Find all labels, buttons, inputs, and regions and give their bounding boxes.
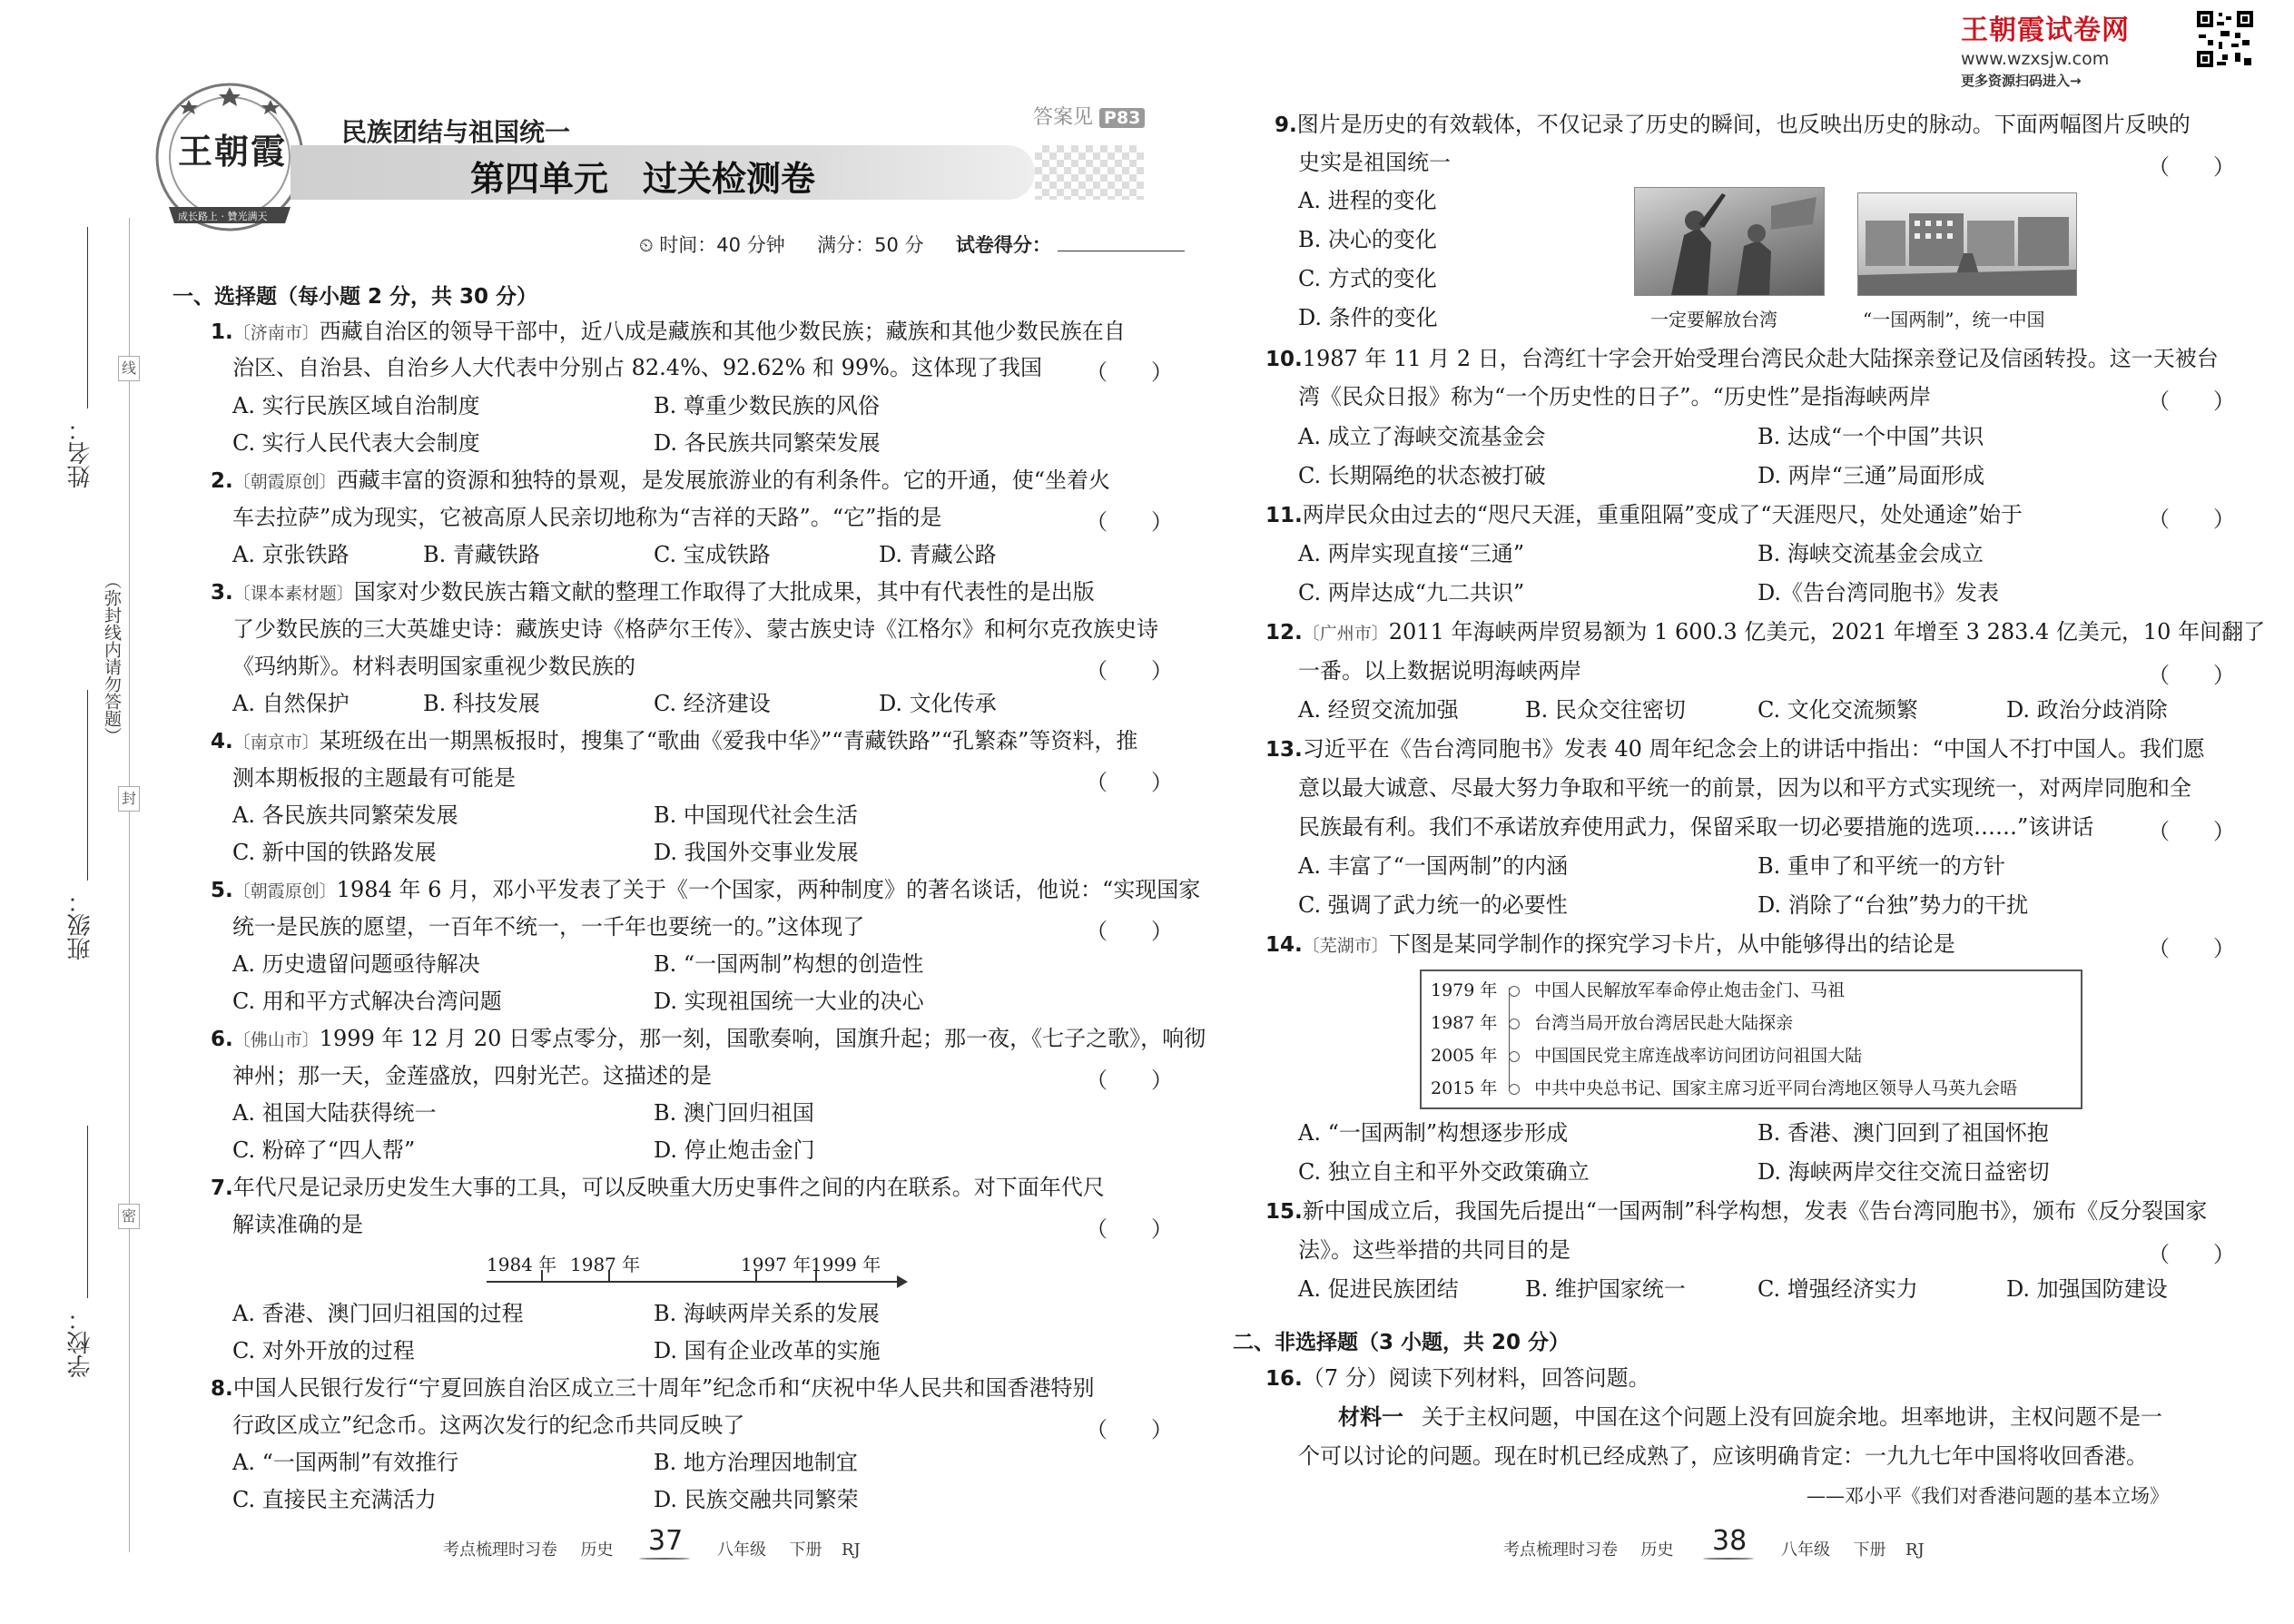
q10-option-d[interactable]: D. 两岸“三通”局面形成: [1757, 463, 1985, 488]
q8-answer-blank[interactable]: （ ）: [1086, 1417, 1173, 1442]
q1-tag: 〔济南市〕: [232, 323, 320, 343]
q10-line1: 10.1987 年 11 月 2 日，台湾红十字会开始受理台湾民众赴大陆探亲登记及信函转投。这一天被台: [1265, 346, 2219, 371]
q5-line1: 5.〔朝霞原创〕1984 年 6 月，邓小平发表了关于《一个国家，两种制度》的著名谈话，他说：“实现国家: [211, 877, 1201, 902]
q3-line1: 3.〔课本素材题〕国家对少数民族古籍文献的整理工作取得了大批成果，其中有代表性的是出版: [211, 579, 1095, 605]
q14-study-card: [1420, 969, 2082, 1109]
card-row: [1431, 1042, 2066, 1069]
q5-option-d[interactable]: D. 实现祖国统一大业的决心: [654, 989, 924, 1014]
q4-answer-blank[interactable]: （ ）: [1086, 770, 1173, 795]
exam-meta: [639, 231, 1185, 258]
q14-option-b[interactable]: B. 香港、澳门回到了祖国怀抱: [1757, 1120, 2049, 1146]
q2-line2: 车去拉萨”成为现实，它被高原人民亲切地称为“吉祥的天路”。“它”指的是: [232, 505, 942, 530]
q7-option-b[interactable]: B. 海峡两岸关系的发展: [654, 1301, 880, 1326]
q12-answer-blank[interactable]: （ ）: [2148, 663, 2235, 688]
q14-option-a[interactable]: A. “一国两制”构想逐步形成: [1298, 1120, 1569, 1146]
q13-line3: 民族最有利。我们不承诺放弃使用武力，保留采取一切必要措施的选项……”该讲话: [1298, 814, 2094, 840]
q1-line1: 1.〔济南市〕西藏自治区的领导干部中，近八成是藏族和其他少数民族；藏族和其他少数民族在自: [211, 319, 1126, 344]
q6-line2: 神州；那一天，金莲盛放，四射光芒。这描述的是: [232, 1063, 712, 1088]
page-number-underline: [639, 1558, 690, 1560]
q10-option-b[interactable]: B. 达成“一个中国”共识: [1757, 424, 1984, 449]
name-blank[interactable]: [87, 227, 88, 408]
q13-option-a[interactable]: A. 丰富了“一国两制”的内涵: [1298, 853, 1569, 879]
q13-line2: 意以最大诚意、尽最大努力争取和平统一的前景，因为以和平方式实现统一，对两岸同胞和全: [1298, 775, 2191, 801]
timeline-label: 1984 年: [487, 1254, 557, 1275]
q6-answer-blank[interactable]: （ ）: [1086, 1068, 1173, 1093]
q7-line2: 解读准确的是: [232, 1212, 363, 1237]
brand-logo: [1961, 7, 2188, 90]
q2-option-b[interactable]: B. 青藏铁路: [423, 542, 540, 567]
q3-option-a[interactable]: A. 自然保护: [232, 691, 350, 716]
material-label: 材料一: [1338, 1404, 1403, 1430]
q12-option-d[interactable]: D. 政治分歧消除: [2006, 697, 2168, 723]
q15-option-d[interactable]: D. 加强国防建设: [2006, 1276, 2168, 1302]
q7-answer-blank[interactable]: （ ）: [1086, 1216, 1173, 1242]
q1-num: 1.: [211, 320, 233, 344]
name-label: 姓名：: [67, 418, 94, 488]
q2-option-a[interactable]: A. 京张铁路: [232, 542, 350, 567]
qr-code[interactable]: [2195, 9, 2255, 69]
q15-line1: 15.新中国成立后，我国先后提出“一国两制”科学构想，发表《告台湾同胞书》，颁布《反分裂国家: [1265, 1198, 2208, 1224]
card-year: 2005 年: [1431, 1046, 1498, 1066]
binding-note: （弥封线内请勿答题）: [102, 572, 122, 744]
q10-line2: 湾《民众日报》称为“一个历史性的日子”。“历史性”是指海峡两岸: [1298, 384, 1932, 409]
q8-option-d[interactable]: D. 民族交融共同繁荣: [654, 1487, 859, 1512]
section-nonchoice: 二、非选择题（3 小题，共 20 分）: [1233, 1331, 1570, 1354]
q10-option-c[interactable]: C. 长期隔绝的状态被打破: [1298, 463, 1546, 488]
card-row: [1431, 1009, 2066, 1037]
q8-line2: 行政区成立”纪念币。这两次发行的纪念币共同反映了: [232, 1412, 745, 1438]
answer-page-badge: P83: [1099, 108, 1145, 128]
q14-option-d[interactable]: D. 海峡两岸交往交流日益密切: [1757, 1159, 2050, 1185]
q16-intro: 16.（7 分）阅读下列材料，回答问题。: [1265, 1365, 1650, 1391]
class-blank[interactable]: [87, 690, 88, 881]
q5-answer-blank[interactable]: （ ）: [1086, 919, 1173, 944]
score-label: 满分：50 分: [817, 234, 924, 256]
q15-answer-blank[interactable]: （ ）: [2148, 1242, 2235, 1267]
q7-option-c[interactable]: C. 对外开放的过程: [232, 1338, 415, 1363]
time-label: 时间：40 分钟: [659, 234, 785, 256]
site-url: www.wzxsjw.com: [1961, 49, 2110, 69]
q2-option-c[interactable]: C. 宝成铁路: [654, 542, 771, 567]
page-number-left: 37: [648, 1525, 684, 1557]
q11-line1: 11.两岸民众由过去的“咫尺天涯，重重阻隔”变成了“天涯咫尺，处处通途”始于: [1265, 502, 2023, 527]
logo-sub: 成长路上 · 贊光满天: [178, 211, 268, 222]
scan-hint: 更多资源扫码进入→: [1961, 73, 2082, 89]
q16-material-line1: 材料一 关于主权问题，中国在这个问题上没有回旋余地。坦率地讲，主权问题不是一: [1338, 1404, 2162, 1430]
school-blank[interactable]: [87, 1126, 88, 1298]
paper-score-label: 试卷得分：: [955, 234, 1051, 256]
q3-option-d[interactable]: D. 文化传承: [879, 691, 997, 716]
q11-answer-blank[interactable]: （ ）: [2148, 507, 2235, 532]
q7-line1: 7.年代尺是记录历史发生大事的工具，可以反映重大历史事件之间的内在联系。对下面年代尺: [211, 1175, 1105, 1200]
q13-option-b[interactable]: B. 重申了和平统一的方针: [1757, 853, 2005, 879]
banner-checker: [1035, 145, 1144, 200]
q9-option-c[interactable]: C. 方式的变化: [1298, 266, 1437, 291]
q6-line1: 6.〔佛山市〕1999 年 12 月 20 日零点零分，那一刻，国歌奏响，国旗升起；那一夜，《七子之歌》，响彻: [211, 1026, 1206, 1051]
q1-option-b[interactable]: B. 尊重少数民族的风俗: [654, 393, 880, 418]
answer-ref-text: 答案见: [1033, 106, 1094, 129]
card-dot-icon: [1509, 1019, 1520, 1029]
q2-option-d[interactable]: D. 青藏公路: [879, 542, 997, 567]
q7-option-d[interactable]: D. 国有企业改革的实施: [654, 1338, 881, 1363]
q12-line2: 一番。以上数据说明海峡两岸: [1298, 658, 1581, 684]
q12-line1: 12.〔广州市〕2011 年海峡两岸贸易额为 1 600.3 亿美元，2021 年增至 3 283.4 亿美元，10 年间翻了: [1265, 619, 2266, 645]
logo-text: 王朝霞: [178, 131, 288, 172]
q9-caption-1: 一定要解放台湾: [1650, 309, 1777, 330]
q13-option-d[interactable]: D. 消除了“台独”势力的干扰: [1757, 892, 2029, 918]
card-event: 中共中央总书记、国家主席习近平同台湾地区领导人马英九会晤: [1534, 1078, 2018, 1098]
q9-option-d[interactable]: D. 条件的变化: [1298, 305, 1438, 330]
answer-ref: [1033, 102, 1145, 130]
q4-option-c[interactable]: C. 新中国的铁路发展: [232, 840, 437, 865]
q5-option-c[interactable]: C. 用和平方式解决台湾问题: [232, 989, 502, 1014]
q6-option-b[interactable]: B. 澳门回归祖国: [654, 1100, 814, 1126]
q9-photo-one-country-two-systems: [1857, 192, 2077, 296]
q9-line1: 9.图片是历史的有效载体，不仅记录了历史的瞬间，也反映出历史的脉动。下面两幅图片反映的: [1275, 112, 2191, 137]
q9-line2: 史实是祖国统一: [1298, 150, 1451, 175]
unit-subject: 民族团结与祖国统一: [341, 117, 571, 147]
section-choice: 一、选择题（每小题 2 分，共 30 分）: [172, 285, 538, 309]
q1-option-c[interactable]: C. 实行人民代表大会制度: [232, 430, 480, 456]
q16-source: ——邓小平《我们对香港问题的基本立场》: [1807, 1485, 2169, 1507]
school-label: 学校：: [67, 1307, 94, 1378]
card-year: 2015 年: [1431, 1078, 1498, 1098]
clock-icon: ⏲: [639, 234, 654, 256]
q11-option-c[interactable]: C. 两岸达成“九二共识”: [1298, 580, 1525, 605]
card-event: 中国人民解放军奉命停止炮击金门、马祖: [1534, 980, 1846, 1000]
card-event: 台湾当局开放台湾居民赴大陆探亲: [1534, 1013, 1794, 1033]
q6-option-d[interactable]: D. 停止炮击金门: [654, 1137, 815, 1163]
q1-option-d[interactable]: D. 各民族共同繁荣发展: [654, 430, 881, 456]
q5-option-a[interactable]: A. 历史遗留问题亟待解决: [232, 951, 480, 977]
q8-line1: 8.中国人民银行发行“宁夏回族自治区成立三十周年”纪念币和“庆祝中华人民共和国香港特别: [211, 1375, 1095, 1401]
q1-line2: 治区、自治县、自治乡人大代表中分别占 82.4%、92.62% 和 99%。这体现了我国: [232, 355, 1042, 380]
q14-line1: 14.〔芜湖市〕下图是某同学制作的探究学习卡片，从中能够得出的结论是: [1265, 931, 1955, 957]
q4-line2: 测本期板报的主题最有可能是: [232, 765, 516, 791]
q12-option-a[interactable]: A. 经贸交流加强: [1298, 697, 1459, 723]
q2-line1: 2.〔朝霞原创〕西藏丰富的资源和独特的景观，是发展旅游业的有利条件。它的开通，使“坐着火: [211, 468, 1111, 493]
q4-option-a[interactable]: A. 各民族共同繁荣发展: [232, 802, 458, 828]
q3-option-b[interactable]: B. 科技发展: [423, 691, 540, 716]
q15-option-a[interactable]: A. 促进民族团结: [1298, 1276, 1459, 1302]
card-row: [1431, 1075, 2066, 1102]
q14-option-c[interactable]: C. 独立自主和平外交政策确立: [1298, 1159, 1590, 1185]
card-year: 1987 年: [1431, 1013, 1498, 1033]
q13-option-c[interactable]: C. 强调了武力统一的必要性: [1298, 892, 1568, 918]
q2-answer-blank[interactable]: （ ）: [1086, 509, 1173, 535]
q3-answer-blank[interactable]: （ ）: [1086, 658, 1173, 684]
q7-timeline: [487, 1254, 913, 1290]
card-dot-icon: [1509, 1084, 1520, 1095]
q9-answer-blank[interactable]: （ ）: [2148, 154, 2235, 180]
q9-photo-liberate-taiwan: [1634, 187, 1825, 296]
card-event: 中国国民党主席连战率访问团访问祖国大陆: [1534, 1046, 1863, 1066]
q7-option-a[interactable]: A. 香港、澳门回归祖国的过程: [232, 1301, 524, 1326]
q4-line1: 4.〔南京市〕某班级在出一期黑板报时，搜集了“歌曲《爱我中华》”“青藏铁路”“孔繁森”等资料，推: [211, 728, 1138, 753]
timeline-arrow-icon: [897, 1275, 908, 1288]
q13-line1: 13.习近平在《告台湾同胞书》发表 40 周年纪念会上的讲话中指出：“中国人不打中国人。我们愿: [1265, 736, 2205, 762]
q8-option-c[interactable]: C. 直接民主充满活力: [232, 1487, 437, 1512]
binding-mark-feng: 封: [118, 786, 140, 812]
q8-option-a[interactable]: A. “一国两制”有效推行: [232, 1450, 459, 1475]
timeline-label: 1999 年: [811, 1254, 881, 1275]
binding-mark-mi: 密: [118, 1204, 140, 1229]
q4-option-b[interactable]: B. 中国现代社会生活: [654, 802, 858, 828]
q13-answer-blank[interactable]: （ ）: [2148, 819, 2235, 844]
card-row: [1431, 977, 2066, 1004]
q1-option-a[interactable]: A. 实行民族区域自治制度: [232, 393, 480, 418]
card-dot-icon: [1509, 1051, 1520, 1062]
timeline-axis: [487, 1281, 901, 1283]
q3-option-c[interactable]: C. 经济建设: [654, 691, 771, 716]
q11-option-b[interactable]: B. 海峡交流基金会成立: [1757, 541, 1984, 566]
q9-caption-2: “一国两制”，统一中国: [1863, 309, 2045, 330]
q9-option-a[interactable]: A. 进程的变化: [1298, 188, 1437, 213]
q4-option-d[interactable]: D. 我国外交事业发展: [654, 840, 859, 865]
binding-line: [129, 218, 130, 1552]
q3-line3: 《玛纳斯》。材料表明国家重视少数民族的: [232, 654, 635, 679]
q8-option-b[interactable]: B. 地方治理因地制宜: [654, 1450, 858, 1475]
q14-answer-blank[interactable]: （ ）: [2148, 936, 2235, 961]
q11-option-d[interactable]: D.《告台湾同胞书》发表: [1757, 580, 2000, 605]
q15-line2: 法》。这些举措的共同目的是: [1298, 1237, 1570, 1263]
q3-line2: 了少数民族的三大英雄史诗：藏族史诗《格萨尔王传》、蒙古族史诗《江格尔》和柯尔克孜族史诗: [232, 616, 1158, 642]
page-number-right: 38: [1712, 1525, 1748, 1557]
q15-option-c[interactable]: C. 增强经济实力: [1757, 1276, 1918, 1302]
timeline-label: 1987 年: [570, 1254, 641, 1275]
site-name: 王朝霞试卷网: [1961, 15, 2130, 46]
timeline-label: 1997 年: [741, 1254, 812, 1275]
q1-answer-blank[interactable]: （ ）: [1086, 359, 1173, 385]
page-title: 第四单元 过关检测卷: [470, 159, 816, 199]
footer-left: 考点梳理时习卷 历史: [443, 1540, 614, 1560]
q16-material-line2: 个可以讨论的问题。现在时机已经成熟了，应该明确肯定：一九九七年中国将收回香港。: [1298, 1443, 2148, 1469]
binding-mark-xian: 线: [118, 356, 140, 381]
card-dot-icon: [1509, 986, 1520, 997]
q12-option-b[interactable]: B. 民众交往密切: [1525, 697, 1686, 723]
q11-option-a[interactable]: A. 两岸实现直接“三通”: [1298, 541, 1525, 566]
class-label: 班级：: [67, 890, 94, 960]
q10-answer-blank[interactable]: （ ）: [2148, 389, 2235, 414]
q15-option-b[interactable]: B. 维护国家统一: [1525, 1276, 1686, 1302]
footer-right-meta: 八年级 下册 RJ: [1781, 1540, 1925, 1560]
q6-option-a[interactable]: A. 祖国大陆获得统一: [232, 1100, 437, 1126]
q10-option-a[interactable]: A. 成立了海峡交流基金会: [1298, 424, 1546, 449]
page-number-underline: [1703, 1558, 1754, 1560]
header-logo: [153, 80, 307, 234]
q9-option-b[interactable]: B. 决心的变化: [1298, 227, 1437, 252]
q5-line2: 统一是民族的愿望，一百年不统一，一千年也要统一的。”这体现了: [232, 914, 865, 940]
card-year: 1979 年: [1431, 980, 1498, 1000]
q12-option-c[interactable]: C. 文化交流频繁: [1757, 697, 1918, 723]
footer-right: 考点梳理时习卷 历史: [1503, 1540, 1674, 1560]
footer-left-meta: 八年级 下册 RJ: [717, 1540, 861, 1560]
q6-option-c[interactable]: C. 粉碎了“四人帮”: [232, 1137, 416, 1163]
q5-option-b[interactable]: B. “一国两制”构想的创造性: [654, 951, 924, 977]
